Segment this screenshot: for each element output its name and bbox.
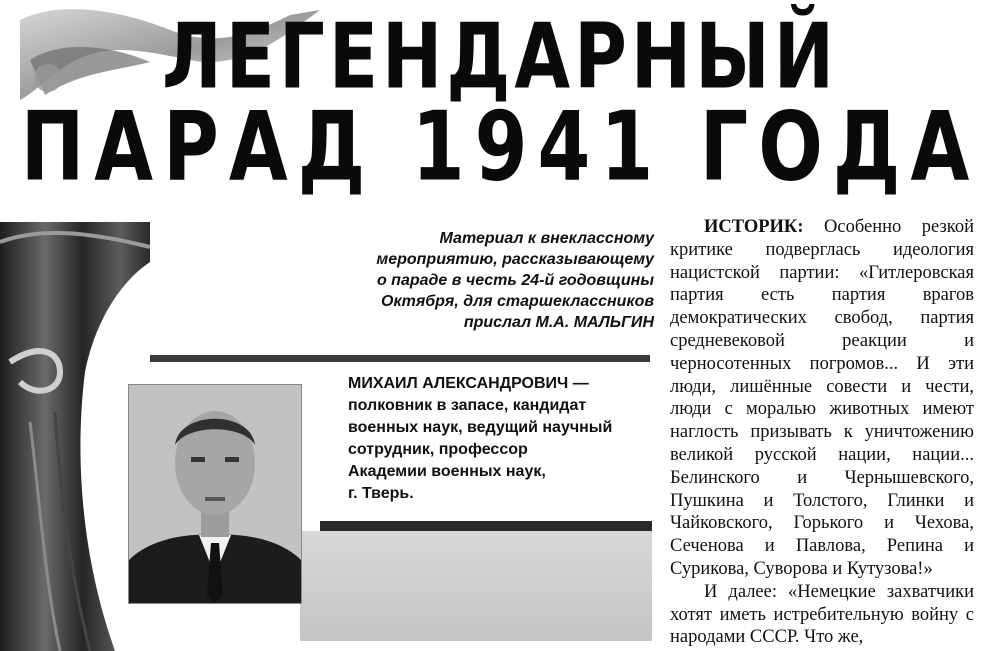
paragraph-text: И далее: «Немецкие захватчики хотят иметь истребительную войну с народами СССР. Что же, — [670, 581, 974, 648]
intro-line: прислал М.А. МАЛЬГИН — [463, 314, 654, 331]
intro-line: о параде в честь 24-й годовщины — [376, 272, 654, 289]
speaker-label: ИСТОРИК: — [704, 217, 804, 237]
article-column — [670, 216, 974, 649]
headline-line-1: ЛЕГЕНДАРНЫЙ — [161, 3, 839, 109]
stage-band-top — [150, 355, 650, 362]
stage-band-bottom — [320, 521, 652, 531]
bio-line: г. Тверь. — [348, 485, 414, 502]
article-paragraph — [670, 216, 974, 581]
intro-line: Материал к внеклассному — [439, 230, 654, 247]
bio-line: сотрудник, профессор — [348, 441, 528, 458]
bio-line: полковник в запасе, кандидат — [348, 397, 587, 414]
stage-floor — [300, 531, 652, 641]
intro-line: мероприятию, рассказывающему — [376, 251, 654, 268]
article-paragraph — [670, 581, 974, 649]
author-bio — [348, 373, 648, 505]
portrait-illustration — [129, 385, 301, 603]
intro-line: Октября, для старшеклассников — [381, 293, 654, 310]
bio-line: МИХАИЛ АЛЕКСАНДРОВИЧ — — [348, 375, 589, 392]
author-photo — [128, 384, 302, 604]
bio-line: военных наук, ведущий научный — [348, 419, 613, 436]
bio-line: Академии военных наук, — [348, 463, 546, 480]
paragraph-text: Особенно резкой критике подверглась идеология нацистской партии: «Гитлеровская партия есть партия врагов демократических свобод, партия средневековой реакции и черносотенных погромов... И эти люди, лишённые совести и чести, люди с моралью животных имеют наглость призывать к уничтожению великой русской нации, нации... Белинского и Чернышевского, Пушкина и Толстого, Глинки и Чайковского, Горького и Чехова, Сеченова и Павлова, Репина и Сурикова, Суворова и Кутузова!» — [670, 217, 974, 579]
intro-note — [318, 228, 654, 333]
headline-line-2: ПАРАД 1941 ГОДА — [20, 90, 980, 203]
